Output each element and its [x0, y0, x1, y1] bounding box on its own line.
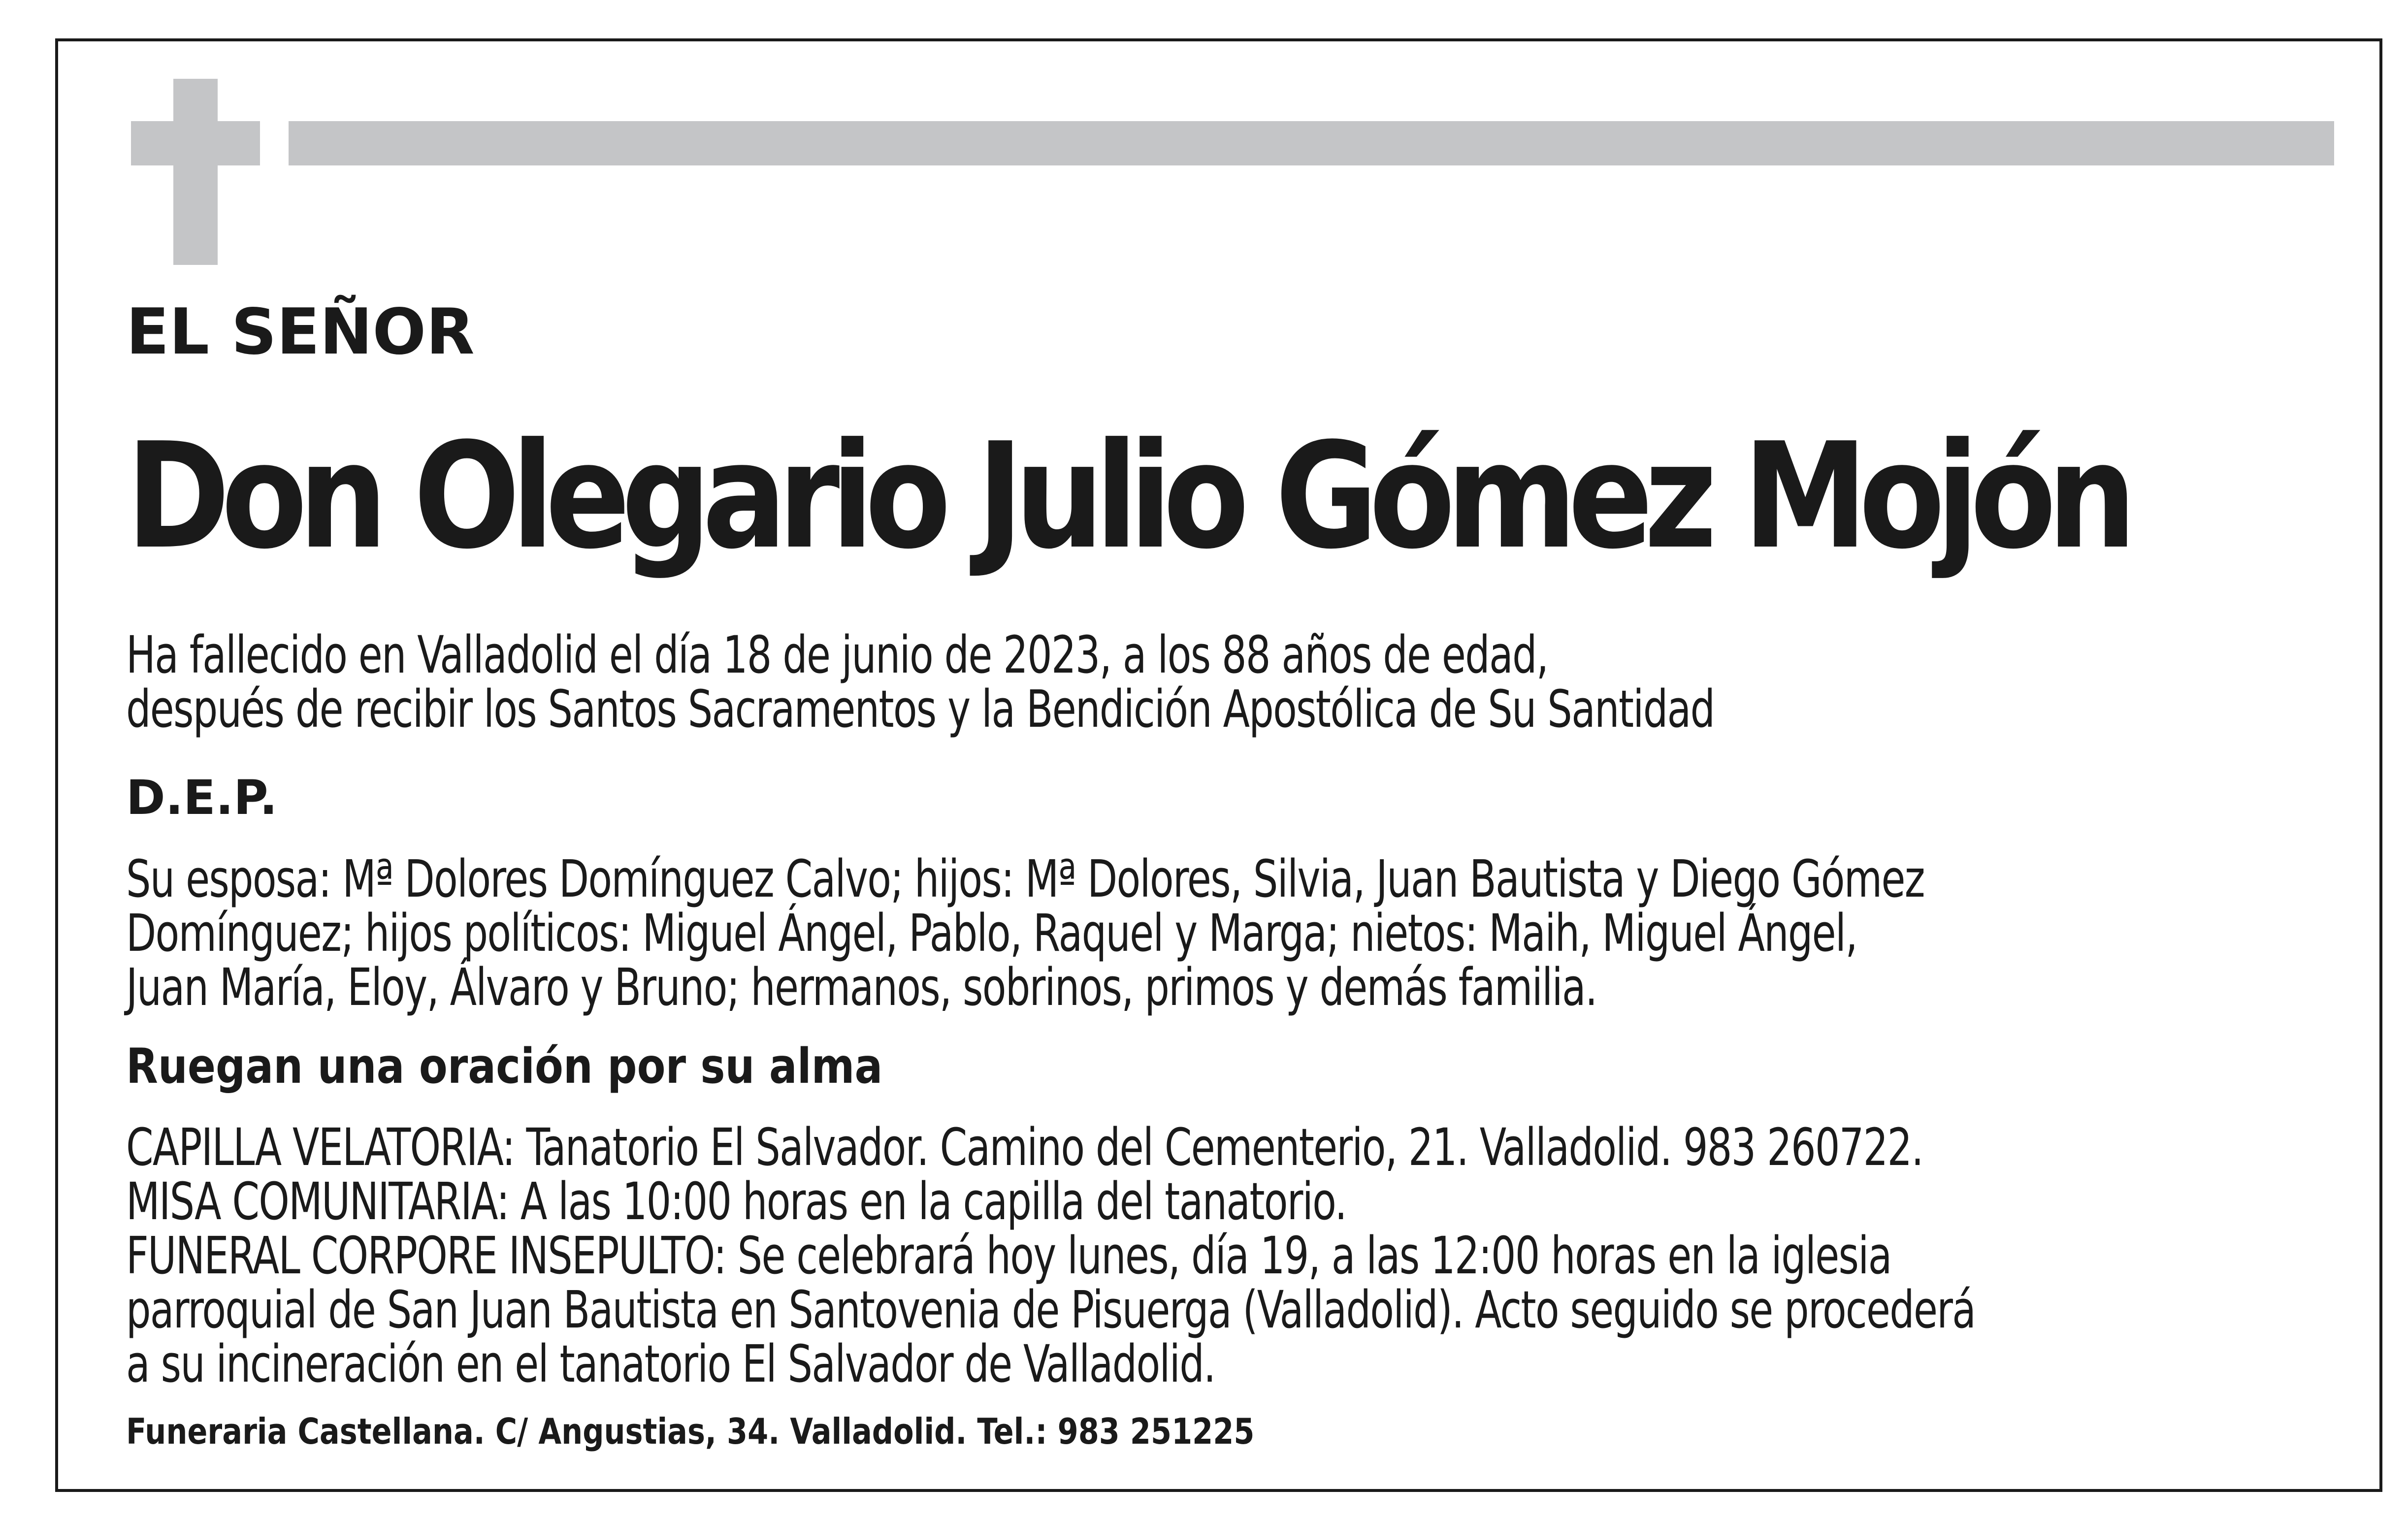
- service-line: CAPILLA VELATORIA: Tanatorio El Salvador. Camino del Cementerio, 21. Valladolid. 983 260722.: [126, 1117, 1923, 1177]
- death-announcement: [126, 625, 1715, 739]
- service-line: parroquial de San Juan Bautista en Santovenia de Pisuerga (Valladolid). Acto seguido se procederá: [126, 1280, 1976, 1340]
- family-line: Juan María, Eloy, Álvaro y Bruno; hermanos, sobrinos, primos y demás familia.: [126, 957, 1597, 1017]
- service-line: a su incineración en el tanatorio El Salvador de Valladolid.: [126, 1334, 1215, 1394]
- cross-icon-arm: [131, 121, 260, 165]
- rip-label: D.E.P.: [126, 770, 278, 825]
- service-line: FUNERAL CORPORE INSEPULTO: Se celebrará hoy lunes, día 19, a las 12:00 horas en la iglesia: [126, 1226, 1891, 1286]
- family-list: [126, 849, 1924, 1017]
- deceased-name: Don Olegario Julio Gómez Mojón: [126, 411, 2128, 581]
- death-line: Ha fallecido en Valladolid el día 18 de junio de 2023, a los 88 años de edad,: [126, 625, 1548, 685]
- cross-icon: [173, 79, 218, 265]
- service-line: MISA COMUNITARIA: A las 10:00 horas en la capilla del tanatorio.: [126, 1171, 1347, 1231]
- funeral-home-footer: Funeraria Castellana. C/ Angustias, 34. Valladolid. Tel.: 983 251225: [126, 1411, 1255, 1452]
- service-details: [126, 1117, 1976, 1394]
- header-rule: [289, 121, 2334, 165]
- prayer-request: Ruegan una oración por su alma: [126, 1038, 883, 1095]
- honorific: EL SEÑOR: [126, 295, 475, 369]
- family-line: Su esposa: Mª Dolores Domínguez Calvo; hijos: Mª Dolores, Silvia, Juan Bautista y Diego Gómez: [126, 849, 1924, 909]
- death-line: después de recibir los Santos Sacramentos y la Bendición Apostólica de Su Santidad: [126, 679, 1715, 739]
- family-line: Domínguez; hijos políticos: Miguel Ángel, Pablo, Raquel y Marga; nietos: Maih, Miguel Ángel,: [126, 903, 1857, 963]
